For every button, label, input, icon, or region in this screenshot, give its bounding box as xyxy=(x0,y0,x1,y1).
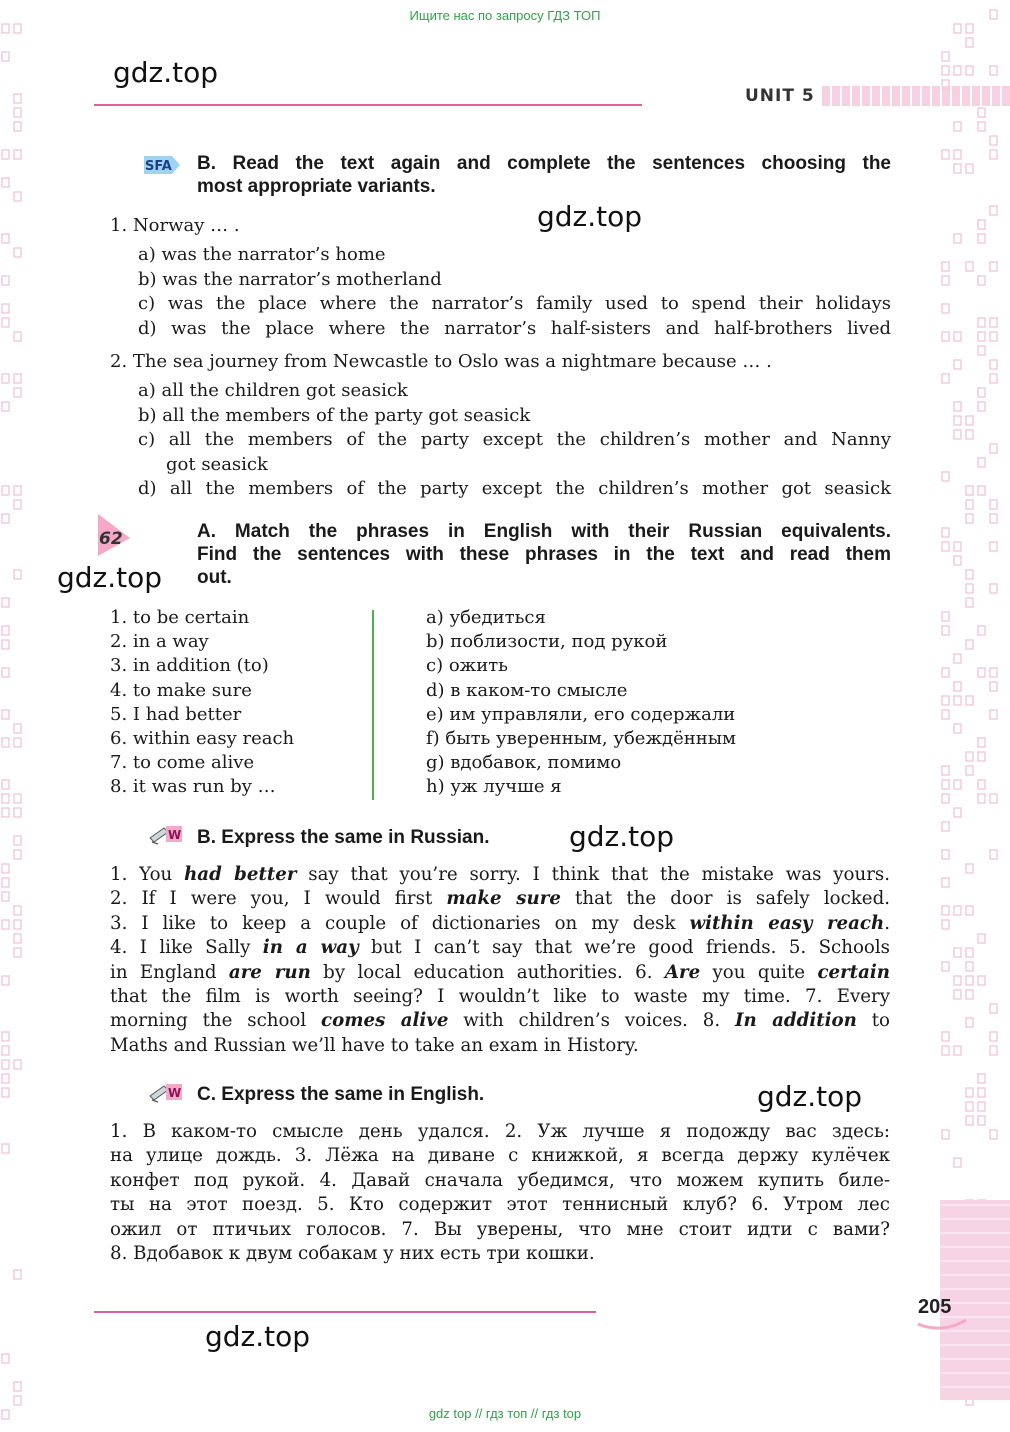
text-segment: but I can’t say that we’re good friends. 5. Schools xyxy=(358,937,890,959)
text-segment: you quite xyxy=(700,961,818,983)
text-segment: that the film is worth seeing? I wouldn’t like to waste my time. 7. Every xyxy=(110,986,890,1008)
text-segment: . xyxy=(884,912,890,934)
question-2-options xyxy=(138,379,891,502)
phrase: h) уж лучше я xyxy=(426,776,562,798)
exercise-62a-instruction xyxy=(197,520,891,589)
text-line xyxy=(110,887,890,911)
text-segment: by local education authorities. 6. xyxy=(310,961,665,983)
exercise-b-text xyxy=(110,863,890,1058)
english-phrases xyxy=(110,606,294,800)
option: c) was the place where the narrator’s family used to spend their holidays xyxy=(138,293,891,314)
top-note: Ищите нас по запросу ГДЗ ТОП xyxy=(409,8,601,23)
phrase: g) вдобавок, помимо xyxy=(426,752,622,774)
instruction-line: out. xyxy=(197,567,232,588)
text-line xyxy=(110,936,890,960)
emphasized-phrase: are run xyxy=(228,961,311,983)
question-2-stem: 2. The sea journey from Newcastle to Oslo was a nightmare because … . xyxy=(110,351,772,372)
option-continuation: got seasick xyxy=(166,453,268,475)
phrase: b) поблизости, под рукой xyxy=(426,631,668,653)
text-line xyxy=(110,961,890,985)
phrase: 4. to make sure xyxy=(110,679,252,701)
text-line xyxy=(110,1034,890,1058)
sfa-icon-label: SFA xyxy=(145,159,172,174)
exercise-c-text xyxy=(110,1120,890,1266)
text-segment: 3. I like to keep a couple of dictionaries on my desk xyxy=(110,912,690,934)
text-segment: Maths and Russian we’ll have to take an exam in History. xyxy=(110,1034,639,1056)
phrase: a) убедиться xyxy=(426,607,546,628)
header-divider xyxy=(94,104,642,106)
text-segment: that the door is safely locked. xyxy=(560,888,890,910)
writing-icon xyxy=(148,824,184,846)
phrase: 2. in a way xyxy=(110,631,209,653)
phrase: d) в каком-то смысле xyxy=(426,679,628,701)
phrase: f) быть уверенным, убеждённым xyxy=(426,728,737,750)
page-number: 205 xyxy=(918,1296,952,1318)
instruction-line: Find the sentences with these phrases in the text and read them xyxy=(197,544,891,565)
instruction-line: A. Match the phrases in English with their Russian equivalents. xyxy=(197,521,891,542)
instruction-line: B. Read the text again and complete the sentences choosing the xyxy=(197,153,891,174)
unit-label: UNIT 5 xyxy=(745,86,819,106)
watermark: gdz.top xyxy=(113,56,219,89)
option: c) all the members of the party except the children’s mother and Nanny xyxy=(138,429,891,450)
text-line: 8. Вдобавок к двум собакам у них есть три кошки. xyxy=(110,1243,595,1265)
unit-bar xyxy=(822,86,1010,106)
watermark: gdz.top xyxy=(757,1080,863,1113)
text-segment: with children’s voices. 8. xyxy=(448,1010,735,1032)
footer-links: gdz top // гдз топ // гдз top xyxy=(428,1406,582,1421)
text-line: 1. В каком-то смысле день удался. 2. Уж лучше я подожду вас здесь: xyxy=(110,1121,890,1142)
writing-icon xyxy=(148,1082,184,1104)
watermark: gdz.top xyxy=(205,1320,311,1353)
text-segment: to xyxy=(856,1010,891,1032)
text-line xyxy=(110,985,890,1009)
watermark: gdz.top xyxy=(57,561,163,594)
column-divider xyxy=(372,610,374,800)
icon-letter: W xyxy=(168,1086,182,1100)
phrase: 8. it was run by … xyxy=(110,776,276,798)
russian-phrases xyxy=(426,606,736,800)
exercise-b-russian-instruction: B. Express the same in Russian. xyxy=(197,827,490,848)
phrase: 7. to come alive xyxy=(110,752,255,774)
text-line xyxy=(110,863,890,887)
emphasized-phrase: had better xyxy=(184,864,297,885)
phrase: e) им управляли, его содержали xyxy=(426,703,736,725)
text-segment: morning the school xyxy=(110,1010,322,1032)
option: b) all the members of the party got seasick xyxy=(138,404,531,426)
text-segment: 2. If I were you, I would first xyxy=(110,888,447,910)
phrase: 1. to be certain xyxy=(110,607,250,628)
page-number-swoosh xyxy=(916,1318,968,1332)
exercise-62-badge xyxy=(94,512,134,558)
question-1-stem: 1. Norway … . xyxy=(110,215,240,236)
phrase: 5. I had better xyxy=(110,703,242,725)
emphasized-phrase: within easy reach xyxy=(689,912,885,934)
text-line: на улице дождь. 3. Лёжа на диване с книжкой, я всегда держу кулёчек xyxy=(110,1145,890,1167)
emphasized-phrase: certain xyxy=(817,961,890,983)
emphasized-phrase: In addition xyxy=(734,1010,857,1032)
text-line xyxy=(110,912,890,936)
exercise-c-instruction: C. Express the same in English. xyxy=(197,1084,485,1105)
emphasized-phrase: Are xyxy=(664,961,701,983)
watermark: gdz.top xyxy=(537,200,643,233)
text-line xyxy=(110,1009,890,1033)
question-1-options xyxy=(138,243,891,341)
text-segment: 4. I like Sally xyxy=(110,937,263,959)
phrase: 6. within easy reach xyxy=(110,728,295,750)
option: d) all the members of the party except the children’s mother got seasick xyxy=(138,478,891,499)
emphasized-phrase: make sure xyxy=(446,888,561,910)
left-margin-pattern xyxy=(0,0,34,1432)
option: a) all the children got seasick xyxy=(138,380,408,401)
phrase: 3. in addition (to) xyxy=(110,655,269,677)
emphasized-phrase: comes alive xyxy=(321,1010,449,1032)
text-line: конфет под рукой. 4. Давай сначала убедимся, что можем купить биле- xyxy=(110,1169,890,1191)
sfa-icon xyxy=(142,150,182,180)
footer-divider xyxy=(94,1311,596,1313)
watermark: gdz.top xyxy=(569,820,675,853)
text-segment: 1. You xyxy=(110,864,185,885)
text-line: ожил от птичьих голосов. 7. Вы уверены, что мне стоит идти с вами? xyxy=(110,1218,890,1240)
text-line: ты на этот поезд. 5. Кто содержит этот теннисный клуб? 6. Утром лес xyxy=(110,1194,890,1216)
exercise-number: 62 xyxy=(99,529,123,549)
emphasized-phrase: in a way xyxy=(262,937,359,959)
icon-letter: W xyxy=(168,828,182,842)
option: b) was the narrator’s motherland xyxy=(138,268,442,290)
exercise-b-instruction xyxy=(197,152,891,198)
option: d) was the place where the narrator’s half-sisters and half-brothers lived xyxy=(138,317,891,339)
phrase: c) ожить xyxy=(426,655,508,677)
option: a) was the narrator’s home xyxy=(138,244,386,265)
text-segment: in England xyxy=(110,961,229,983)
text-segment: say that you’re sorry. I think that the mistake was yours. xyxy=(296,864,891,885)
instruction-line: most appropriate variants. xyxy=(197,176,436,197)
